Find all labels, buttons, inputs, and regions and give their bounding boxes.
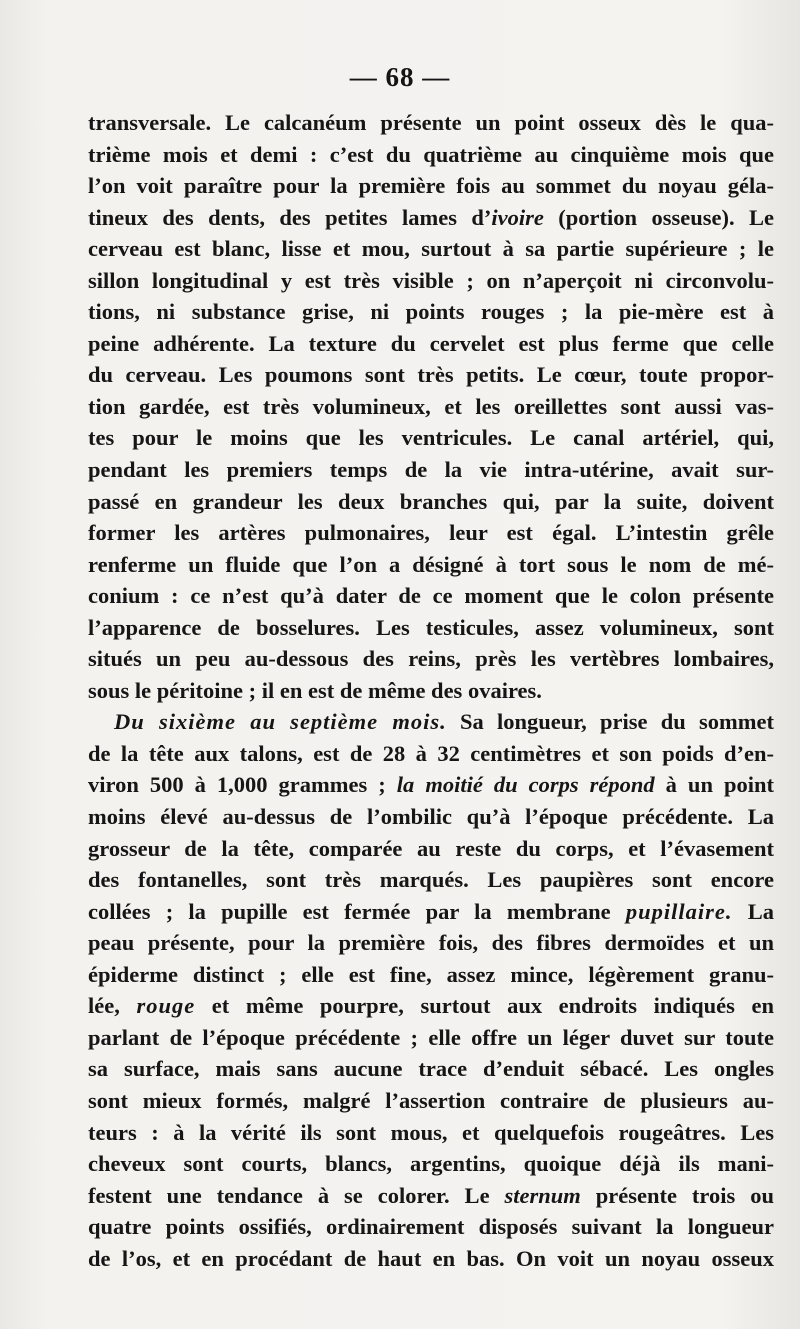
text-line [88, 486, 774, 518]
text-segment: viron 500 à 1,000 grammes ; [88, 772, 397, 798]
italic-text-segment: rouge [136, 993, 196, 1019]
text-line [88, 1022, 774, 1054]
text-segment: Sa longueur, prise du sommet [446, 709, 774, 735]
text-segment: situés un peu au-dessous des reins, près les vertèbres lombaires, [88, 646, 774, 672]
text-line [88, 202, 774, 234]
text-segment: de l’os, et en procédant de haut en bas. On voit un noyau osseux [88, 1245, 774, 1271]
text-line [88, 1117, 774, 1149]
text-segment: tes pour le moins que les ventricules. Le canal artériel, qui, [88, 425, 774, 451]
text-segment: quatre points ossifiés, ordinairement disposés suivant la longueur [88, 1214, 774, 1240]
text-line [88, 170, 774, 202]
text-segment: cerveau est blanc, lisse et mou, surtout à sa partie supérieure ; le [88, 236, 774, 262]
text-line [88, 107, 774, 139]
text-segment: l’on voit paraître pour la première fois au sommet du noyau géla- [88, 173, 774, 199]
text-segment: collées ; la pupille est fermée par la membrane [88, 898, 626, 924]
text-segment: festent une tendance à se colorer. Le [88, 1182, 505, 1208]
text-line [88, 233, 774, 265]
text-line [88, 1211, 774, 1243]
text-line [88, 1180, 774, 1212]
text-segment: moins élevé au-dessus de l’ombilic qu’à l’époque précédente. La [88, 804, 774, 830]
text-segment: peau présente, pour la première fois, des fibres dermoïdes et un [88, 930, 774, 956]
text-segment: l’apparence de bosselures. Les testicules, assez volumineux, sont [88, 614, 774, 640]
italic-text-segment: pupillaire. [625, 898, 733, 924]
text-line [88, 643, 774, 675]
text-line [88, 896, 774, 928]
text-segment: sillon longitudinal y est très visible ; on n’aperçoit ni circonvolu- [88, 267, 774, 293]
text-line [88, 1085, 774, 1117]
text-segment: renferme un fluide que l’on a désigné à tort sous le nom de mé- [88, 551, 774, 577]
text-line [88, 359, 774, 391]
text-segment: de la tête aux talons, est de 28 à 32 centimètres et son poids d’en- [88, 740, 774, 766]
text-line [88, 927, 774, 959]
text-line [88, 422, 774, 454]
text-segment: (portion osseuse). Le [543, 204, 774, 230]
text-line [88, 706, 774, 738]
text-segment: pendant les premiers temps de la vie intra-utérine, avait sur- [88, 457, 774, 483]
text-line [88, 1243, 774, 1275]
text-line [88, 769, 774, 801]
text-line [88, 959, 774, 991]
text-line [88, 328, 774, 360]
text-line [88, 296, 774, 328]
text-line [88, 139, 774, 171]
text-line [88, 549, 774, 581]
text-segment: à un point [654, 772, 774, 798]
text-segment: sont mieux formés, malgré l’assertion contraire de plusieurs au- [88, 1087, 774, 1113]
text-line [88, 391, 774, 423]
text-segment: sous le péritoine ; il en est de même des ovaires. [88, 677, 542, 703]
page-number: — 68 — [349, 62, 451, 92]
text-line [88, 675, 774, 707]
text-line [88, 612, 774, 644]
text-segment: présente trois ou [580, 1182, 774, 1208]
text-line [88, 454, 774, 486]
text-line [88, 990, 774, 1022]
text-segment: tineux des dents, des petites lames d’ [88, 204, 492, 230]
text-segment: et même pourpre, surtout aux endroits indiqués en [195, 993, 774, 1019]
italic-text-segment: sternum [504, 1182, 581, 1208]
text-line [88, 580, 774, 612]
text-line [88, 833, 774, 865]
text-line [88, 801, 774, 833]
text-line [88, 1148, 774, 1180]
text-line [88, 738, 774, 770]
text-segment: former les artères pulmonaires, leur est égal. L’intestin grêle [88, 520, 774, 546]
body-text [88, 107, 774, 1274]
text-segment: du cerveau. Les poumons sont très petits. Le cœur, toute propor- [88, 362, 774, 388]
text-segment: passé en grandeur les deux branches qui, par la suite, doivent [88, 488, 774, 514]
text-segment: transversale. Le calcanéum présente un point osseux dès le qua- [88, 110, 774, 135]
text-segment: sa surface, mais sans aucune trace d’enduit sébacé. Les ongles [88, 1056, 774, 1082]
text-segment: tions, ni substance grise, ni points rouges ; la pie-mère est à [88, 299, 774, 325]
italic-text-segment: ivoire [491, 204, 544, 230]
text-segment: La [732, 898, 774, 924]
text-segment: épiderme distinct ; elle est fine, assez mince, légèrement granu- [88, 961, 774, 987]
text-segment: conium : ce n’est qu’à dater de ce moment que le colon présente [88, 583, 774, 609]
text-segment: trième mois et demi : c’est du quatrième au cinquième mois que [88, 141, 774, 167]
text-line [88, 517, 774, 549]
text-line [88, 265, 774, 297]
italic-text-segment: la moitié du corps répond [396, 772, 655, 798]
text-segment: peine adhérente. La texture du cervelet est plus ferme que celle [88, 330, 774, 356]
text-line [88, 1053, 774, 1085]
text-segment: tion gardée, est très volumineux, et les oreillettes sont aussi vas- [88, 393, 774, 419]
text-segment: cheveux sont courts, blancs, argentins, quoique déjà ils mani- [88, 1151, 774, 1177]
text-segment: parlant de l’époque précédente ; elle offre un léger duvet sur toute [88, 1024, 774, 1050]
text-segment: teurs : à la vérité ils sont mous, et quelquefois rougeâtres. Les [88, 1119, 774, 1145]
text-segment: lée, [88, 993, 137, 1019]
text-line [88, 864, 774, 896]
italic-text-segment: Du sixième au septième mois. [114, 709, 447, 735]
text-segment: des fontanelles, sont très marqués. Les paupières sont encore [88, 867, 774, 893]
text-segment: grosseur de la tête, comparée au reste du corps, et l’évasement [88, 835, 774, 861]
